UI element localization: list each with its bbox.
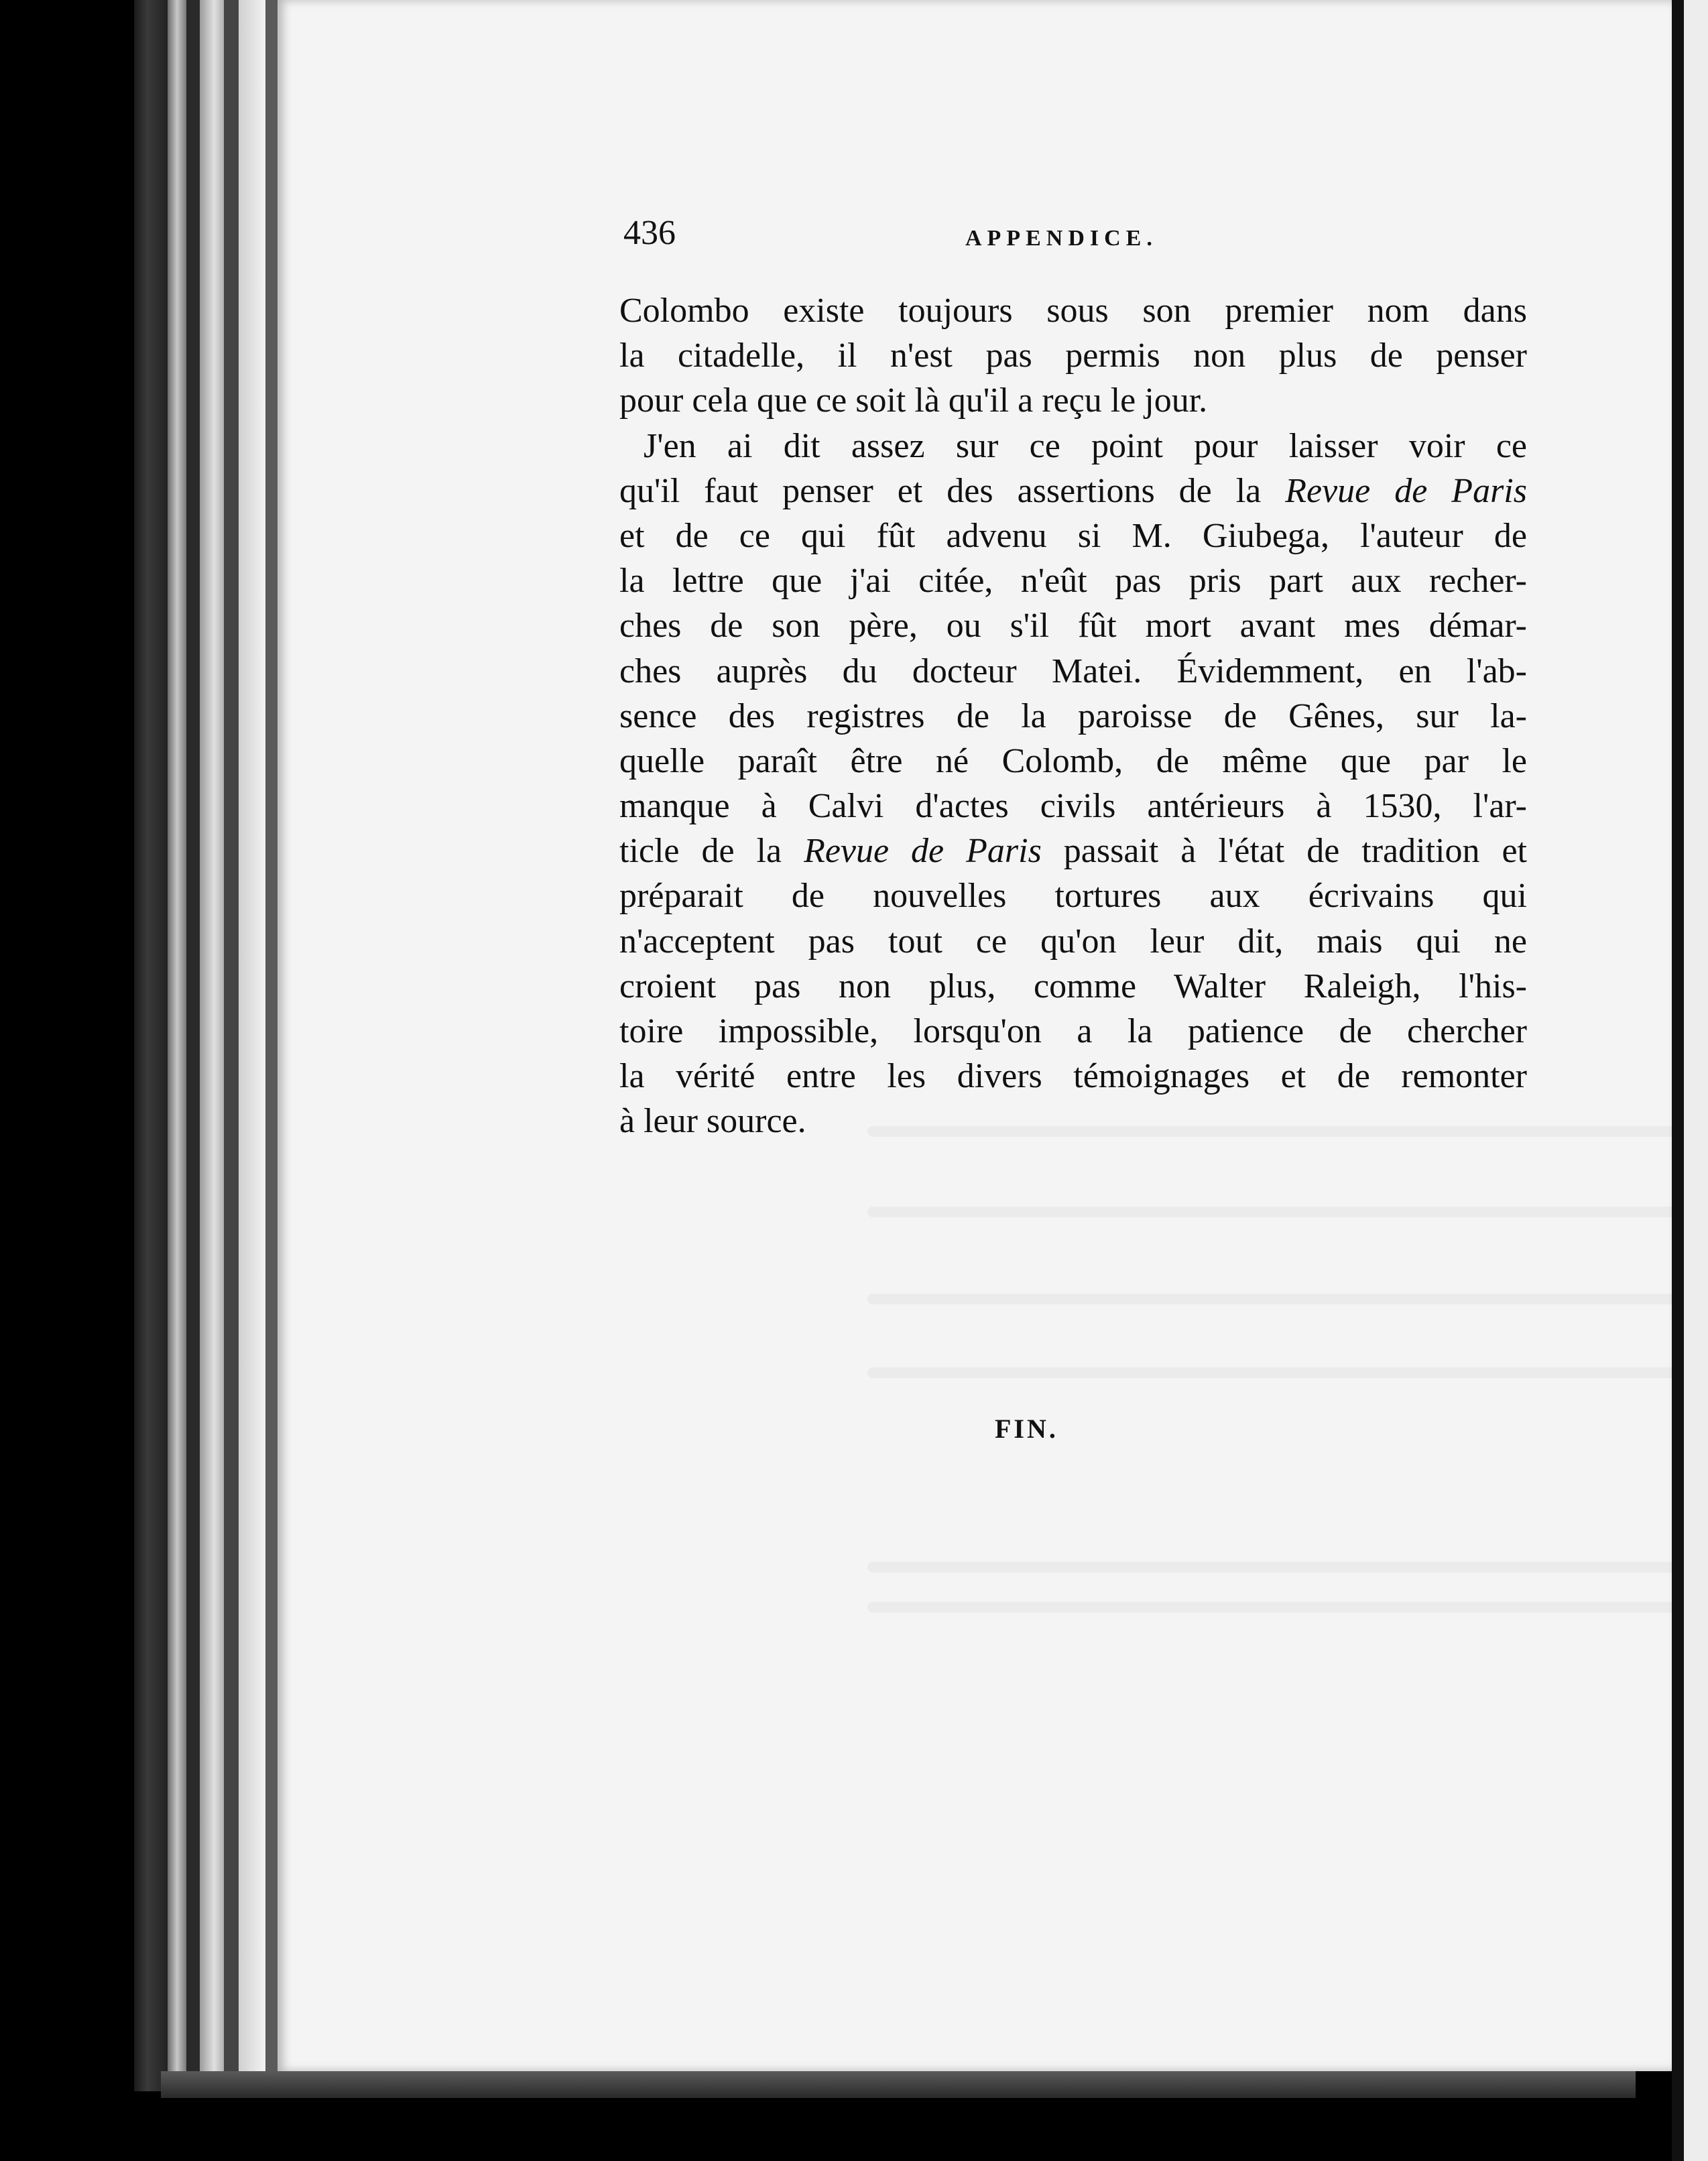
- journal-title: Revue de Paris: [804, 832, 1042, 871]
- text-line: pour cela que ce soit là qu'il a reçu le jour.: [619, 381, 1208, 420]
- page-bottom-edge: [161, 2071, 1636, 2098]
- text-line: qu'il faut penser et des assertions de la Revue de Paris: [619, 471, 1527, 510]
- page-stack-edge: [239, 0, 265, 2091]
- page-stack-edge: [224, 0, 239, 2091]
- text-line: ches de son père, ou s'il fût mort avant mes démar-: [619, 607, 1527, 645]
- text-line: Colombo existe toujours sous son premier nom dans: [619, 292, 1527, 330]
- text-line: la lettre que j'ai citée, n'eût pas pris part aux recher-: [619, 562, 1527, 601]
- text-line: ticle de la Revue de Paris passait à l'état de tradition et: [619, 832, 1527, 871]
- text-line: quelle paraît être né Colomb, de même que par le: [619, 741, 1527, 780]
- text-line: n'acceptent pas tout ce qu'on leur dit, mais qui ne: [619, 922, 1527, 961]
- text-line: toire impossible, lorsqu'on a la patience de chercher: [619, 1012, 1527, 1050]
- page-number: 436: [623, 214, 676, 252]
- text-line: à leur source.: [619, 1102, 806, 1141]
- facing-page-sliver: [1684, 0, 1708, 2161]
- show-through-mark: [867, 1602, 1708, 1613]
- text-line: J'en ai dit assez sur ce point pour laisser voir ce: [644, 426, 1527, 465]
- text-line: la vérité entre les divers témoignages et de remonter: [619, 1057, 1527, 1096]
- text-line: préparait de nouvelles tortures aux écrivains qui: [619, 877, 1527, 916]
- text-line: sence des registres de la paroisse de Gênes, sur la-: [619, 696, 1527, 735]
- body-text: [619, 288, 1527, 1144]
- text-line: la citadelle, il n'est pas permis non plus de penser: [619, 336, 1527, 375]
- fin-label: FIN.: [995, 1414, 1058, 1444]
- show-through-mark: [867, 1367, 1708, 1378]
- page-header: [623, 213, 1502, 260]
- page-stack-edge: [200, 0, 224, 2091]
- page-stack-edge: [265, 0, 278, 2091]
- page-stack-edge: [186, 0, 200, 2091]
- text-line: ches auprès du docteur Matei. Évidemment, en l'ab-: [619, 652, 1527, 690]
- show-through-mark: [867, 1562, 1708, 1572]
- running-title: APPENDICE.: [965, 226, 1158, 251]
- binding-edge: [134, 0, 168, 2091]
- show-through-mark: [867, 1207, 1708, 1217]
- show-through-mark: [867, 1294, 1708, 1304]
- text-line: et de ce qui fût advenu si M. Giubega, l'auteur de: [619, 516, 1527, 555]
- text-line: manque à Calvi d'actes civils antérieurs à 1530, l'ar-: [619, 787, 1527, 826]
- text-line: croient pas non plus, comme Walter Raleigh, l'his-: [619, 967, 1527, 1005]
- gutter-shadow: [1672, 0, 1684, 2161]
- page-stack-edge: [168, 0, 186, 2091]
- journal-title: Revue de Paris: [1285, 471, 1527, 510]
